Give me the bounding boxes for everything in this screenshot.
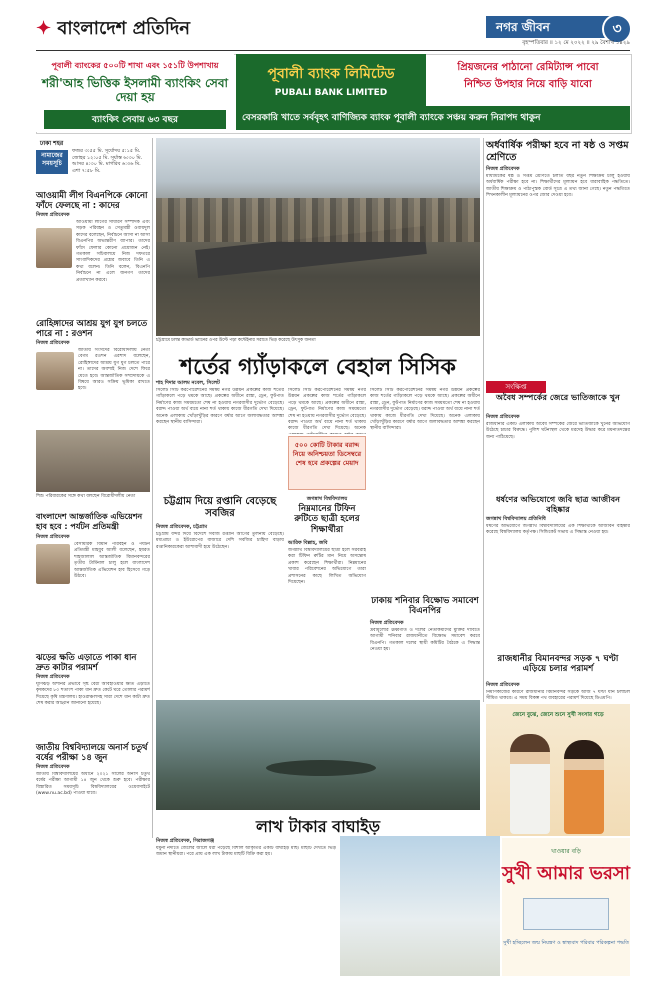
body-tiffin: জগন্নাথ বিশ্ববিদ্যালয়ের ছাত্রী হলে সরবরাহ করা টিফিন রুটির মান নিয়ে অসন্তোষ প্রকাশ করেছেন শিক্ষার্থীরা। নিম্নমানের খাবার পরিবেশনের অভিযোগে তারা প্রশাসনের কাছে লিখিত অভিযোগ দিয়েছেন। [288, 548, 366, 586]
body-nu-exam: জাতীয় বিশ্ববিদ্যালয়ের অধীনে ২০২১ সালের অনার্স চতুর্থ বর্ষের পরীক্ষা আগামী ১৪ জুন থেকে শুরু হবে। পরীক্ষার বিস্তারিত সময়সূচি বিশ্ববিদ্যালয়ের ওয়েবসাইটে (www.nu.ac.bd) পাওয়া যাবে। [36, 772, 150, 797]
highlight-box: ৫০০ কোটি টাকার বরাদ্দ নিয়ে অনিশ্চয়তা ডিসেম্বরে শেষ হবে প্রকল্পের মেয়াদ [288, 436, 366, 490]
byline-nu-exam: নিজস্ব প্রতিবেদক [36, 764, 70, 770]
column-rule-right [483, 138, 484, 702]
pubali-ad-right [428, 56, 628, 104]
photo-crowd-shape [156, 198, 480, 242]
headline-exam: অর্ধবার্ষিক পরীক্ষা হবে না ষষ্ঠ ও সপ্তম শ্রেণিতে [486, 140, 629, 163]
headline-expelled: ধর্ষণের অভিযোগে জবি ছাত্র আজীবন বহিষ্কার [495, 494, 621, 514]
pubali-ad-left-line2: শরী'আহ ভিত্তিক ইসলামী ব্যাংকিং সেবা দেয়া হয় [41, 76, 229, 104]
byline-airport-road: নিজস্ব প্রতিবেদক [486, 682, 520, 688]
family-planning-ad-couple [486, 704, 630, 836]
sukhi-top-text: খাওয়ার বড়ি [551, 848, 581, 855]
couple-man-figure [510, 734, 550, 834]
body-main-col1: সিলেট সিটি করপোরেশনের সমন্বয় নগর উন্নয়ন প্রকল্পের কাজ শর্তের গ্যাঁড়াকলে পড়ে থমকে আছে। প্রকল্পের অধীনে রাস্তা, ড্রেন, ফুটপাত নির্মাণের কাজ সময়মতো শেষ না হওয়ায় নগরবাসীর দুর্ভোগ বেড়েছে। বরাদ্দ পাওয়া অর্থ ব্যয়ে নানা শর্ত থাকায় কাজে ধীরগতি দেখা দিয়েছে। অনেক এলাকায় খোঁড়াখুঁড়ির কারণে বর্ষার আগে জলাবদ্ধতার আশঙ্কা করছেন স্থানীয় বাসিন্দারা। [156, 388, 284, 426]
photo-rohingya-child [36, 430, 150, 492]
byline-exam: নিজস্ব প্রতিবেদক [486, 166, 520, 172]
pubali-logo-bn: পূবালী ব্যাংক লিমিটেড [267, 66, 395, 82]
byline-quader: নিজস্ব প্রতিবেদক [36, 212, 70, 218]
headline-quader: আওয়ামী লীগ বিএনপিকে কোনো ফাঁদে ফেলছে না : কাদের [36, 190, 148, 210]
sukhi-brand: সুখী আমার ভরসা [502, 863, 630, 884]
logo-star-icon: ✦ [36, 18, 52, 39]
date-line: বৃহস্পতিবার ॥ ১২ মে ২০২২ ॥ ২৯ বৈশাখ ১৪২৯ [522, 40, 630, 46]
byline-vegetable: নিজস্ব প্রতিবেদক, চট্টগ্রাম [156, 524, 207, 530]
byline-main: শাহ দিদার আলম নবেল, সিলেট [156, 380, 220, 386]
pubali-logo-en: PUBALI BANK LIMITED [274, 88, 388, 98]
byline-expelled: জগন্নাথ বিশ্ববিদ্যালয় প্রতিনিধি [486, 516, 546, 522]
column-rule-left [152, 138, 153, 838]
pill-pack-icon [523, 898, 609, 930]
pubali-ad-center [236, 54, 426, 106]
caption-main-photo: চট্টগ্রামে চলন্ত কাভার্ড ভ্যানের ওপর উল্টে পড়া কন্টেইনার সরাতে ভিড় করেছে উৎসুক জনতা [156, 338, 316, 343]
masthead-rule [36, 50, 630, 51]
photo-quader [36, 228, 72, 268]
byline-fish: নিজস্ব প্রতিবেদক, সিরাজগঞ্জ [156, 838, 215, 844]
photo-container-accident [156, 138, 480, 336]
headline-bnp-rally: ঢাকায় শনিবার বিক্ষোভ সমাবেশ বিএনপির [371, 596, 479, 617]
headline-paddy: ঝড়ের ক্ষতি এড়াতে পাকা ধান দ্রুত কাটার পরামর্শ [36, 652, 137, 672]
headline-tiffin: নিম্নমানের টিফিন রুটিতে ছাত্রী হলের শিক্ষার্থীরা [294, 504, 360, 535]
body-bnp-rally: দ্রব্যমূল্যের ঊর্ধ্বগতি ও দলের নেতাকর্মীদের মুক্তির দাবিতে আগামী শনিবার রাজধানীতে বিক্ষোভ সমাবেশ করবে বিএনপি। গতকাল দলের স্থায়ী কমিটির বৈঠকে এ সিদ্ধান্ত নেওয়া হয়। [370, 628, 480, 653]
short-news-label: সংক্ষিপ্ত [486, 381, 546, 393]
photo-fish-shape [266, 760, 376, 776]
byline-rowshan: নিজস্ব প্রতিবেদক [36, 340, 70, 346]
logo-text: বাংলাদেশ প্রতিদিন [57, 18, 191, 39]
byline-tiffin: আরিফ বিল্লাহ, জবি [288, 540, 328, 546]
headline-murder: অবৈধ সম্পর্কের জেরে ভাতিজাকে খুন [496, 392, 620, 402]
page-number: ৩ [602, 14, 632, 44]
section-title: নগর জীবন [486, 16, 612, 38]
headline-fish: লাখ টাকার বাঘাইড় [255, 817, 380, 836]
photo-fish [156, 700, 480, 810]
byline-paddy: নিজস্ব প্রতিবেদক [36, 674, 70, 680]
family-planning-ad-photo [340, 836, 500, 976]
photo-minister [36, 544, 70, 584]
body-airport-road: নির্মাণকাজের কারণে রাজধানীর বিমানবন্দর সড়কে আজ ৭ ঘণ্টা যান চলাচল সীমিত থাকবে। এ সময় বিকল্প পথ ব্যবহারের পরামর্শ দিয়েছে ডিএমপি। [486, 690, 630, 702]
headline-nu-exam: জাতীয় বিশ্ববিদ্যালয়ে অনার্স চতুর্থ বর্ষের পরীক্ষা ১৪ জুন [36, 742, 148, 762]
short-news-banner [486, 374, 630, 391]
headline-main: শর্তের গ্যাঁড়াকলে বেহাল সিসিক [180, 354, 456, 380]
caption-rohingya: শিশু পরিবারকের সঙ্গে কথা বলছেন বিরোধীদলীয় নেতা [36, 494, 136, 499]
body-vegetable: চট্টগ্রাম বন্দর দিয়ে বিদেশে সবজি রপ্তানি আগের তুলনায় বেড়েছে। মধ্যপ্রাচ্য ও ইউরোপের বাজারে দেশি সবজির চাহিদা বাড়ায় রপ্তানিকারকেরা আশাবাদী হয়ে উঠেছেন। [156, 532, 284, 550]
pubali-ad-right-line1: প্রিয়জনের পাঠানো রেমিট্যান্স পাবো [457, 62, 599, 73]
newspaper-logo [36, 14, 190, 45]
body-aviation: বেসামরিক বিমান পরিবহন ও পর্যটন প্রতিমন্ত্রী মাহবুব আলী বলেছেন, হযরত শাহজালাল আন্তর্জাতিক বিমানবন্দরের তৃতীয় টার্মিনাল চালু হলে বাংলাদেশ আন্তর্জাতিক এভিয়েশন হাব হিসেবে গড়ে উঠবে। [74, 542, 150, 580]
byline-aviation: নিজস্ব প্রতিবেদক [36, 534, 70, 540]
pubali-ad-left-line3: ব্যাংকিং সেবায় ৬৩ বছর [44, 110, 226, 129]
pubali-ad-left-line1: পূবালী ব্যাংকের ৫০০টি শাখা এবং ১৫১টি উপশাখায় [51, 61, 219, 70]
pubali-ad-left [36, 54, 234, 132]
body-murder: রাজধানীর একটি এলাকায় অবৈধ সম্পর্কের জেরে ভাতিজাকে খুনের অভিযোগ উঠেছে চাচার বিরুদ্ধে। পুলিশ ঘটনাস্থল থেকে মরদেহ উদ্ধার করে ময়নাতদন্তের জন্য পাঠিয়েছে। [486, 422, 630, 440]
body-exam: মাধ্যমিকের ষষ্ঠ ও সপ্তম শ্রেণিতে চলতি বছর নতুন শিক্ষাক্রম চালু হওয়ায় অর্ধবার্ষিক পরীক্ষা হবে না। শিক্ষার্থীদের মূল্যায়ন হবে ধারাবাহিক পদ্ধতিতে। জাতীয় শিক্ষাক্রম ও পাঠ্যপুস্তক বোর্ড সূত্রে এ তথ্য জানা গেছে। নতুন পদ্ধতিতে শিখনকালীন মূল্যায়নের ওপর জোর দেওয়া হবে। [486, 174, 630, 199]
pubali-ad-bottom: বেসরকারি খাতে সর্ববৃহৎ বাণিজ্যিক ব্যাংক পূবালী ব্যাংকে সঞ্চয় করুন নিরাপদ থাকুন [236, 106, 630, 130]
body-fish: যমুনা নদীতে জেলের জালে ধরা পড়েছে বিশাল আকৃতির একটি বাঘাইড় মাছ। মাছটি দেখতে ভিড় জমান স্থানীয়রা। পরে প্রায় এক লাখ টাকায় মাছটি বিক্রি করা হয়। [156, 846, 336, 858]
headline-rowshan: রোহিঙ্গাদের আশ্রয় যুগ যুগ চলতে পারে না : রওশন [36, 318, 148, 338]
sukhi-bottom-text: সুখী হচ্ছিলেন জন্ম নিয়ন্ত্রণ ও স্বাস্থ্যবাদ পরিবার পরিকল্পনা পদ্ধতি [502, 940, 630, 946]
headline-airport-road: রাজধানীর বিমানবন্দর সড়ক ৭ ঘণ্টা এড়িয়ে চলার পরামর্শ [497, 654, 619, 675]
prayer-times-info: ফজর ৩:৫৫ মি. সূর্যোদয় ৫:১৫ মি. জোহর ১২:০৫ মি. সূর্যাস্ত ৬:৩০ মি. আসর ৪:৩০ মি. মাগরিব ৬:৩৬ মি. এশা ৭:৫৮ মি. [72, 148, 143, 174]
couple-ad-text: জেনে বুঝে, জেনে শুনে সুখী সংসার গড়ে [512, 712, 604, 718]
couple-woman-figure [564, 740, 604, 834]
body-main-col2: সিলেট সিটি করপোরেশনের সমন্বয় নগর উন্নয়ন প্রকল্পের কাজ শর্তের গ্যাঁড়াকলে পড়ে থমকে আছে। প্রকল্পের অধীনে রাস্তা, ড্রেন, ফুটপাত নির্মাণের কাজ সময়মতো শেষ না হওয়ায় নগরবাসীর দুর্ভোগ বেড়েছে। বরাদ্দ পাওয়া অর্থ ব্যয়ে নানা শর্ত থাকায় কাজে ধীরগতি দেখা দিয়েছে। অনেক [288, 388, 366, 432]
prayer-times-box: নামাজের সময়সূচি [36, 150, 68, 174]
headline-aviation: বাংলাদেশ আন্তর্জাতিক এভিয়েশন হাব হবে : পর্যটন প্রতিমন্ত্রী [36, 512, 143, 531]
body-main-col3: সিলেট সিটি করপোরেশনের সমন্বয় নগর উন্নয়ন প্রকল্পের কাজ শর্তের গ্যাঁড়াকলে পড়ে থমকে আছে। প্রকল্পের অধীনে রাস্তা, ড্রেন, ফুটপাত নির্মাণের কাজ সময়মতো শেষ না হওয়ায় নগরবাসীর দুর্ভোগ বেড়েছে। বরাদ্দ পাওয়া অর্থ ব্যয়ে নানা শর্ত থাকায় কাজে ধীরগতি দেখা দিয়েছে। অনেক এলাকায় খোঁড়াখুঁড়ির কারণে বর্ষার আগে জলাবদ্ধতার আশঙ্কা করছেন স্থানীয় বাসিন্দারা। [370, 388, 480, 432]
pubali-ad-right-line2: নিশ্চিত উপহার নিয়ে বাড়ি যাবো [464, 79, 592, 90]
body-rowshan: জাতীয় সংসদের বিরোধীদলীয় নেতা বেগম রওশন এরশাদ বলেছেন, রোহিঙ্গাদের আশ্রয় যুগ যুগ চলতে পারে না। তাদের অবশ্যই নিজ দেশে ফিরে যেতে হবে। আন্তর্জাতিক সম্প্রদায়কে এ বিষয়ে আরও সক্রিয় ভূমিকা রাখতে হবে। [78, 348, 150, 392]
body-quader: আওয়ামী লীগের সাধারণ সম্পাদক এবং সড়ক পরিবহন ও সেতুমন্ত্রী ওবায়দুল কাদের বলেছেন, নির্বাচনে আসা না আসা বিএনপির অভ্যন্তরীণ ব্যাপার। তাদের ফাঁদে ফেলার কোনো প্রয়োজন নেই। গতকাল সচিবালয়ে নিজ দফতরে সাংবাদিকদের প্রশ্নের জবাবে তিনি এ কথা বলেন। তিনি বলেন, বিএনপি নির্বাচনে না এলে জনগণ তাদের প্রত্যাখ্যান করবে। [76, 220, 150, 283]
byline-bnp-rally: নিজস্ব প্রতিবেদক [370, 620, 404, 626]
sukhi-pill-ad [502, 838, 630, 976]
byline-murder: নিজস্ব প্রতিবেদক [486, 414, 520, 420]
body-expelled: ধর্ষণের অভিযোগে জগন্নাথ বিশ্ববিদ্যালয়ের এক শিক্ষার্থীকে আজীবন বহিষ্কার করেছে বিশ্ববিদ্যালয় কর্তৃপক্ষ। সিন্ডিকেট সভায় এ সিদ্ধান্ত নেওয়া হয়। [486, 524, 630, 536]
body-paddy: ঘূর্ণিঝড় অশনির প্রভাবে সৃষ্ট বৈরী আবহাওয়ার ক্ষতি এড়াতে কৃষকদের ৮০ শতাংশ পাকা ধান দ্রুত কেটে ঘরে তোলার পরামর্শ দিয়েছে কৃষি মন্ত্রণালয়। হাওরাঞ্চলসহ সারা দেশে ধান কাটা দ্রুত শেষ করার আহ্বান জানানো হয়েছে। [36, 682, 150, 707]
kicker-jnu: জগন্নাথ বিশ্ববিদ্যালয় [306, 496, 348, 502]
photo-rowshan [36, 352, 74, 390]
headline-vegetable: চট্টগ্রাম দিয়ে রপ্তানি বেড়েছে সবজির [163, 496, 277, 519]
weather-title: ঢাকা শহর [40, 140, 64, 147]
